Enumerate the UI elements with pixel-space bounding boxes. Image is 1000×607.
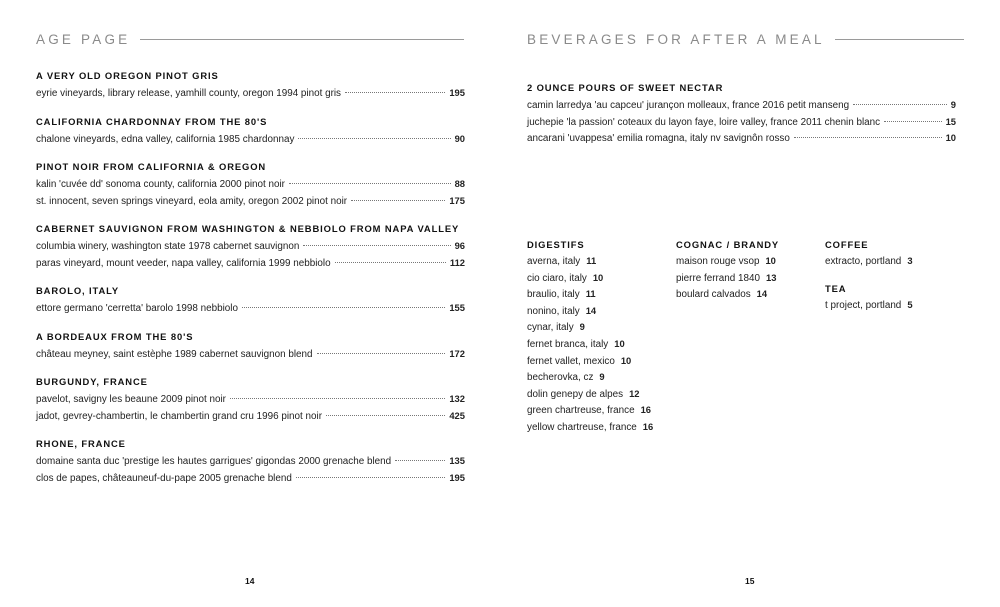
page-title: AGE PAGE — [36, 32, 131, 47]
item-description: kalin 'cuvée dd' sonoma county, california 2000 pinot noir — [36, 179, 285, 190]
list-item — [825, 297, 965, 314]
header-divider — [835, 39, 964, 40]
dot-leader — [884, 121, 941, 122]
dot-leader — [289, 183, 451, 184]
item-price: 195 — [449, 87, 465, 98]
list-item — [527, 336, 667, 353]
left-page-header — [36, 32, 464, 47]
list-item — [527, 386, 667, 403]
item-price: 10 — [765, 255, 776, 266]
sweet-nectar-section — [527, 81, 956, 147]
section-title: 2 OUNCE POURS OF SWEET NECTAR — [527, 82, 724, 93]
item-price: 10 — [945, 132, 956, 143]
item-name: dolin genepy de alpes — [527, 388, 624, 400]
section-title: CABERNET SAUVIGNON FROM WASHINGTON & NEBBIOLO FROM NAPA VALLEY — [36, 223, 460, 234]
dot-leader — [242, 307, 445, 308]
menu-item — [36, 193, 465, 210]
section-title: DIGESTIFS — [527, 239, 585, 250]
dot-leader — [317, 353, 446, 354]
dot-leader — [230, 398, 445, 399]
item-name: nonino, italy — [527, 305, 580, 317]
item-description: st. innocent, seven springs vineyard, eola amity, oregon 2002 pinot noir — [36, 195, 348, 207]
menu-item — [36, 131, 465, 148]
item-name: boulard calvados — [676, 289, 751, 301]
page-number: 14 — [245, 576, 255, 586]
item-name: braulio, italy — [527, 289, 580, 301]
item-name: green chartreuse, france — [527, 405, 635, 417]
item-price: 195 — [449, 471, 465, 483]
tea-section — [825, 282, 965, 314]
menu-item — [36, 176, 465, 193]
list-item — [527, 270, 667, 287]
menu-section — [36, 375, 465, 424]
item-price: 15 — [945, 115, 956, 127]
menu-section — [36, 160, 465, 209]
item-description: ettore germano 'cerretta' barolo 1998 nebbiolo — [36, 303, 238, 314]
item-price: 14 — [585, 304, 597, 316]
menu-item — [36, 470, 465, 487]
menu-item — [36, 391, 465, 408]
item-name: extracto, portland — [825, 256, 902, 267]
item-description: columbia winery, washington state 1978 cabernet sauvignon — [36, 241, 300, 252]
item-description: domaine santa duc 'prestige les hautes garrigues' gigondas 2000 grenache blend — [36, 456, 392, 467]
menu-section — [36, 69, 465, 102]
section-title: CALIFORNIA CHARDONNAY FROM THE 80'S — [36, 115, 268, 127]
item-price: 16 — [640, 404, 652, 416]
item-price: 12 — [629, 387, 640, 399]
item-price: 10 — [620, 354, 632, 366]
menu-item — [36, 85, 465, 102]
menu-section — [36, 437, 465, 486]
item-price: 9 — [579, 321, 585, 333]
item-price: 132 — [449, 393, 465, 404]
item-name: becherovka, cz — [527, 372, 594, 384]
item-price: 175 — [449, 194, 465, 206]
list-item — [527, 319, 667, 336]
item-price: 10 — [614, 337, 625, 349]
list-item — [676, 286, 816, 303]
item-price: 112 — [449, 256, 465, 268]
menu-item — [36, 238, 465, 255]
item-name: cynar, italy — [527, 322, 574, 334]
item-price: 172 — [449, 347, 465, 359]
item-name: fernet branca, italy — [527, 338, 609, 350]
menu-item — [36, 346, 465, 363]
dot-leader — [794, 137, 942, 138]
item-name: fernet vallet, mexico — [527, 355, 615, 367]
menu-item — [527, 130, 956, 147]
coffee-tea-section — [825, 238, 965, 313]
item-price: 96 — [454, 240, 465, 251]
item-name: pierre ferrand 1840 — [676, 272, 760, 284]
menu-section — [36, 330, 465, 363]
item-price: 14 — [756, 288, 768, 300]
wine-list — [36, 69, 465, 499]
section-title: PINOT NOIR FROM CALIFORNIA & OREGON — [36, 161, 267, 172]
menu-item — [527, 97, 956, 114]
list-item — [676, 253, 816, 270]
dot-leader — [345, 92, 445, 93]
menu-section — [36, 115, 465, 148]
item-price: 155 — [449, 302, 465, 313]
menu-item — [36, 408, 465, 425]
item-price: 11 — [585, 288, 596, 300]
header-divider — [140, 39, 464, 40]
item-price: 5 — [907, 298, 913, 310]
dot-leader — [335, 262, 446, 263]
section-title: BAROLO, ITALY — [36, 285, 120, 296]
list-item — [527, 369, 667, 386]
item-price: 3 — [907, 255, 913, 266]
item-description: paras vineyard, mount veeder, napa valley, california 1999 nebbiolo — [36, 257, 331, 269]
item-name: t project, portland — [825, 299, 902, 311]
item-name: maison rouge vsop — [676, 256, 760, 267]
section-title: COFFEE — [825, 239, 869, 250]
list-item — [527, 253, 667, 270]
list-item — [527, 286, 667, 303]
section-title: A BORDEAUX FROM THE 80'S — [36, 330, 194, 342]
item-description: clos de papes, châteauneuf-du-pape 2005 grenache blend — [36, 472, 292, 484]
cognac-brandy-section — [676, 238, 816, 303]
page-title: BEVERAGES FOR AFTER A MEAL — [527, 32, 825, 47]
section-title: TEA — [825, 282, 847, 294]
item-price: 10 — [592, 271, 604, 283]
list-item — [527, 303, 667, 320]
item-description: ancarani 'uvappesa' emilia romagna, italy nv savignôn rosso — [527, 133, 790, 144]
menu-item — [36, 255, 465, 272]
item-price: 9 — [950, 99, 956, 110]
item-price: 11 — [586, 255, 597, 266]
item-name: cio ciaro, italy — [527, 272, 587, 284]
menu-item — [527, 114, 956, 131]
section-title: A VERY OLD OREGON PINOT GRIS — [36, 70, 219, 81]
item-name: yellow chartreuse, france — [527, 421, 637, 433]
menu-item — [36, 300, 465, 317]
dot-leader — [326, 415, 445, 416]
item-price: 9 — [599, 371, 605, 383]
item-description: chalone vineyards, edna valley, california 1985 chardonnay — [36, 133, 295, 145]
item-price: 90 — [454, 132, 465, 144]
dot-leader — [296, 477, 445, 478]
item-price: 135 — [449, 455, 465, 466]
dot-leader — [351, 200, 445, 201]
list-item — [825, 253, 965, 270]
item-description: pavelot, savigny les beaune 2009 pinot noir — [36, 394, 226, 405]
menu-section — [36, 284, 465, 317]
item-price: 88 — [454, 178, 465, 189]
item-description: juchepie 'la passion' coteaux du layon faye, loire valley, france 2011 chenin blanc — [527, 116, 881, 128]
list-item — [527, 353, 667, 370]
page-number: 15 — [745, 576, 755, 586]
list-item — [676, 270, 816, 287]
dot-leader — [853, 104, 947, 105]
menu-section — [36, 222, 465, 271]
dot-leader — [303, 245, 450, 246]
list-item — [527, 402, 667, 419]
dot-leader — [298, 138, 450, 139]
section-title: RHONE, FRANCE — [36, 438, 126, 449]
item-description: jadot, gevrey-chambertin, le chambertin grand cru 1996 pinot noir — [36, 410, 322, 422]
right-page-header — [527, 32, 964, 47]
list-item — [527, 419, 667, 436]
digestifs-section — [527, 238, 667, 436]
item-description: château meyney, saint estèphe 1989 cabernet sauvignon blend — [36, 348, 313, 360]
item-price: 13 — [766, 271, 777, 283]
right-page — [500, 0, 1000, 607]
item-description: camin larredya 'au capceu' jurançon molleaux, france 2016 petit manseng — [527, 100, 850, 111]
item-price: 425 — [449, 409, 465, 421]
section-title: BURGUNDY, FRANCE — [36, 376, 148, 387]
item-price: 16 — [642, 420, 654, 432]
item-name: averna, italy — [527, 256, 581, 267]
item-description: eyrie vineyards, library release, yamhill county, oregon 1994 pinot gris — [36, 88, 341, 99]
menu-item — [36, 453, 465, 470]
dot-leader — [395, 460, 445, 461]
section-title: COGNAC / BRANDY — [676, 239, 780, 250]
